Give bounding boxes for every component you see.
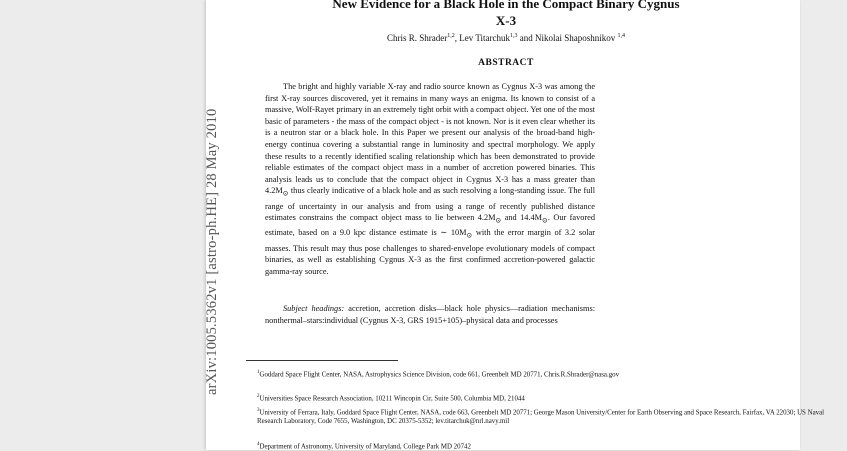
footnote-3 [257, 406, 847, 426]
abstract-text: The bright and highly variable X-ray and radio source known as Cygnus X-3 was among the first X-ray sources discovered, yet it remains in many ways an enigma. Its known to consist of a massive, Wolf-Rayet primary in an extremely tight orbit with a compact object. Yet one of the most basic of parameters - the mass of the compact object - is not known. Nor is it even clear whether its is a neutron star or a black hole. In this Paper we present our analysis of the broad-band high-energy continua covering a substantial range in luminosity and spectral morphology. We apply these results to a recently identified scaling relationship which has been demonstrated to provide reliable estimates of the compact object mass in a number of accretion powered binaries. This analysis leads us to conclude that the compact object in Cygnus X-3 has a mass greater than [265, 82, 595, 184]
abstract-body [265, 81, 595, 277]
mass-symbol: ∼ 10M [440, 228, 467, 238]
mass-value [520, 213, 548, 225]
author-2: Lev Titarchuk [459, 33, 510, 43]
footnote-2 [257, 392, 847, 403]
footnote-text: University of Ferrara, Italy, Goddard Space Flight Center, NASA, code 663, Greenbelt MD 20771; George Mason University/Center for Earth Observing and Space Research, Fairfax, VA 22030; US Naval Research Laboratory, Code 7655, Washington, DC 20375-5352; lev.titarchuk@nrl.navy.mil [257, 409, 825, 426]
footnote-1 [257, 368, 847, 379]
subject-headings [265, 303, 595, 326]
sun-symbol: ⊙ [495, 217, 502, 225]
author-3: Nikolai Shaposhnikov [535, 33, 616, 43]
abstract-text: . Our favored estimate, based on a 9.0 kpc distance estimate is [265, 213, 595, 238]
footnote-text: Universities Space Research Association, 10211 Wincopin Cir, Suite 500, Columbia MD, 21044 [259, 395, 525, 403]
author-list [246, 33, 766, 43]
title-line-1: New Evidence for a Black Hole in the Compact Binary Cygnus [332, 0, 680, 11]
abstract-heading: ABSTRACT [478, 58, 534, 68]
abstract-text: with the error margin of 3.2 solar masses. This result may thus pose challenges to shared-envelope evolutionary models of compact binaries, as well as establishing Cygnus X-3 as the first confirmed accretion-powered galactic gamma-ray source. [265, 228, 595, 276]
footnote-mark: 1 [257, 370, 260, 375]
sun-symbol: ⊙ [542, 217, 548, 225]
mass-symbol: 4.2M [477, 213, 496, 223]
subject-headings-text: accretion, accretion disks—black hole physics—radiation mechanisms: nonthermal–stars:individual (Cygnus X-3, GRS 1915+105)–physical data and processes [265, 304, 595, 325]
mass-symbol: 4.2M [265, 186, 283, 196]
mass-value [265, 186, 289, 198]
author-2-affiliation: 1,3 [510, 33, 518, 39]
title-line-2: X-3 [495, 13, 517, 28]
abstract-text: and [501, 213, 521, 223]
paper-title [246, 0, 766, 29]
mass-value [440, 228, 473, 241]
paper-page [204, 0, 825, 451]
footnote-divider [246, 360, 398, 361]
footnote-text: Department of Astronomy, University of Maryland, College Park MD 20742 [259, 443, 471, 451]
footnote-4 [257, 440, 847, 451]
footnote-mark: 3 [257, 408, 260, 413]
author-3-affiliation: 1,4 [617, 33, 625, 39]
mass-symbol: 14.4M [520, 213, 543, 223]
author-1: Chris R. Shrader [387, 33, 448, 43]
author-separator: , [454, 33, 460, 43]
abstract-text: thus clearly indicative of a black hole and as such resolving a long-standing issue. The full range of uncertainty in our analysis and from using a range of recently published distance estimates constrains the compact object mass to lie between [265, 186, 595, 223]
arxiv-identifier: arXiv:1005.5362v1 [astro-ph.HE] 28 May 2010 [204, 108, 220, 395]
subject-headings-label: Subject headings: [283, 304, 345, 313]
sun-symbol: ⊙ [282, 191, 289, 198]
sun-symbol: ⊙ [466, 233, 473, 241]
footnote-text: Goddard Space Flight Center, NASA, Astrophysics Science Division, code 661, Greenbelt MD 20771, Chris.R.Shrader@nasa.gov [259, 371, 620, 379]
footnote-mark: 4 [257, 442, 260, 447]
footnote-mark: 2 [257, 394, 260, 399]
author-separator: and [517, 33, 535, 43]
author-1-affiliation: 1,2 [447, 33, 455, 39]
mass-value [477, 213, 502, 225]
